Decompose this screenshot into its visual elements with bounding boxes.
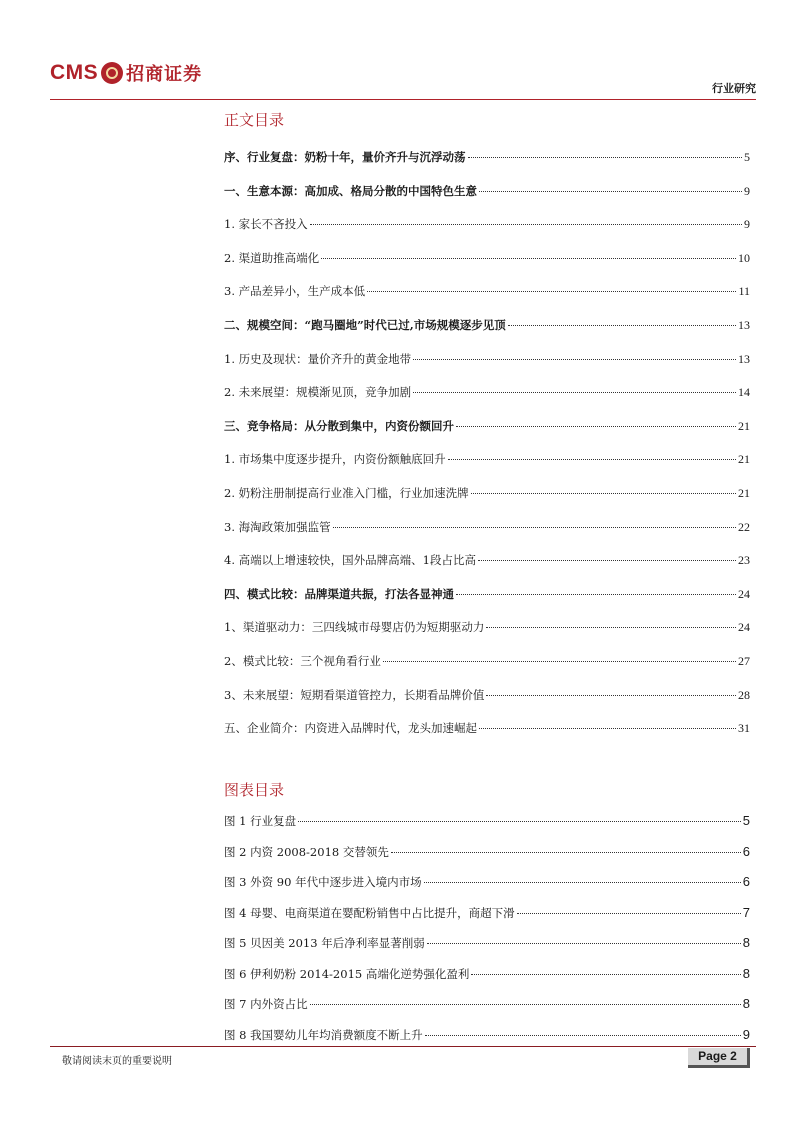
toc-entry-title: 一、生意本源：高加成、格局分散的中国特色生意 — [224, 183, 477, 198]
toc-entry[interactable] — [224, 149, 750, 165]
figure-entry-page-number: 9 — [742, 1026, 750, 1042]
toc-entry-page-number: 31 — [738, 721, 750, 736]
toc-entry-page-number: 23 — [738, 553, 750, 568]
logo-emblem-icon — [101, 62, 123, 84]
dot-leader — [479, 717, 736, 729]
disclaimer-note: 敬请阅读末页的重要说明 — [62, 1056, 172, 1067]
dot-leader — [310, 993, 741, 1005]
figure-entry-page-number: 6 — [742, 874, 750, 889]
figure-entry-title: 图 6 伊利奶粉 2014-2015 高端化逆势强化盈利 — [224, 966, 470, 981]
header-divider — [50, 99, 756, 100]
toc-entry-page-number: 9 — [744, 183, 750, 198]
dot-leader — [425, 1024, 741, 1036]
toc-entry-title: 1. 市场集中度逐步提升，内资份额触底回升 — [224, 452, 446, 467]
figure-entry-title: 图 2 内资 2008-2018 交替领先 — [224, 844, 389, 859]
toc-entry[interactable] — [224, 384, 750, 400]
toc-entry-title: 2. 未来展望：规模渐见顶，竞争加剧 — [224, 385, 412, 400]
figure-entry-page-number: 7 — [742, 904, 750, 920]
figure-entry-page-number: 5 — [742, 813, 750, 828]
toc-entry[interactable] — [224, 485, 750, 501]
toc-entry-page-number: 11 — [738, 284, 750, 299]
toc-entry-page-number: 28 — [738, 687, 750, 702]
logo-text: CMS — [50, 61, 99, 84]
toc-entry-title: 1、渠道驱动力：三四线城市母婴店仍为短期驱动力 — [224, 620, 485, 635]
toc-entry-page-number: 24 — [738, 620, 750, 635]
toc-entry[interactable] — [224, 451, 750, 467]
toc-entry[interactable] — [224, 619, 750, 635]
figure-entry-title: 图 3 外资 90 年代中逐步进入境内市场 — [224, 875, 422, 889]
dot-leader — [517, 902, 741, 914]
figure-entry-title: 图 5 贝因美 2013 年后净利率显著削弱 — [224, 936, 425, 950]
footer-divider — [50, 1046, 756, 1047]
toc-entry-title: 二、规模空间：“跑马圈地”时代已过,市场规模逐步见顶 — [224, 318, 506, 332]
dot-leader — [298, 810, 741, 822]
toc-entry-page-number: 13 — [738, 318, 750, 332]
figure-entry[interactable] — [224, 874, 750, 890]
dot-leader — [478, 549, 736, 561]
toc-entry-page-number: 13 — [738, 351, 750, 366]
dot-leader — [333, 516, 736, 528]
dot-leader — [427, 932, 741, 944]
dot-leader — [456, 583, 736, 595]
toc-entry[interactable] — [224, 519, 750, 535]
figure-entry-title: 图 8 我国婴幼儿年均消费额度不断上升 — [224, 1027, 423, 1042]
toc-entry[interactable] — [224, 552, 750, 568]
toc-entry-title: 4. 高端以上增速较快，国外品牌高端、1段占比高 — [224, 553, 476, 568]
toc-entry[interactable] — [224, 250, 750, 266]
toc-entry[interactable] — [224, 351, 750, 367]
toc-entry-title: 1. 家长不吝投入 — [224, 217, 308, 232]
page-number: Page 2 — [688, 1048, 750, 1068]
toc-entry[interactable] — [224, 653, 750, 669]
report-type-label: 行业研究 — [712, 82, 756, 95]
toc-entry[interactable] — [224, 720, 750, 736]
dot-leader — [486, 684, 736, 696]
dot-leader — [413, 381, 736, 393]
figure-entry[interactable] — [224, 844, 750, 860]
toc-entry-title: 2. 渠道助推高端化 — [224, 250, 320, 265]
figures-title: 图表目录 — [224, 781, 285, 799]
toc-entry-title: 2. 奶粉注册制提高行业准入门槛，行业加速洗牌 — [224, 486, 469, 500]
figure-entry[interactable] — [224, 1027, 750, 1043]
toc-entry-page-number: 24 — [738, 586, 750, 601]
figure-entry[interactable] — [224, 966, 750, 982]
dot-leader — [310, 213, 742, 225]
toc-entry-title: 序、行业复盘：奶粉十年，量价齐升与沉浮动荡 — [224, 150, 466, 164]
toc-entry[interactable] — [224, 216, 750, 232]
figure-entry[interactable] — [224, 996, 750, 1012]
toc-title: 正文目录 — [224, 111, 285, 129]
toc-entry-title: 四、模式比较：品牌渠道共振，打法各显神通 — [224, 586, 454, 601]
cms-logo — [50, 58, 202, 88]
figure-entry-title: 图 1 行业复盘 — [224, 814, 297, 828]
toc-entry-title: 三、竞争格局：从分散到集中，内资份额回升 — [224, 418, 454, 433]
toc-entry[interactable] — [224, 317, 750, 333]
page-header — [50, 58, 756, 100]
dot-leader — [456, 415, 736, 427]
toc-entry-title: 3. 海淘政策加强监管 — [224, 519, 331, 534]
figure-entry[interactable] — [224, 935, 750, 951]
toc-entry-page-number: 21 — [738, 452, 750, 467]
toc-entry[interactable] — [224, 283, 750, 299]
toc-entry-page-number: 22 — [738, 519, 750, 534]
toc-entry-page-number: 27 — [738, 654, 750, 668]
figure-entry-page-number: 8 — [742, 935, 750, 950]
figure-entry[interactable] — [224, 905, 750, 921]
dot-leader — [486, 616, 736, 628]
dot-leader — [391, 841, 741, 853]
toc-entry-page-number: 5 — [744, 150, 750, 164]
toc-entry-title: 2、模式比较：三个视角看行业 — [224, 654, 381, 668]
toc-entry-page-number: 10 — [738, 250, 750, 265]
dot-leader — [367, 280, 736, 292]
toc-entry-page-number: 21 — [738, 418, 750, 433]
dot-leader — [321, 247, 736, 259]
figure-entry-page-number: 6 — [742, 843, 750, 859]
dot-leader — [448, 448, 736, 460]
toc-entry[interactable] — [224, 687, 750, 703]
toc-entry[interactable] — [224, 183, 750, 199]
figure-entry[interactable] — [224, 813, 750, 829]
logo-chinese-name: 招商证券 — [126, 64, 203, 85]
dot-leader — [471, 963, 740, 975]
dot-leader — [468, 146, 743, 158]
toc-entry-page-number: 14 — [738, 385, 750, 400]
toc-entry-title: 五、企业简介：内资进入品牌时代，龙头加速崛起 — [224, 721, 477, 736]
dot-leader — [413, 348, 736, 360]
toc-entry-title: 3. 产品差异小，生产成本低 — [224, 284, 366, 299]
figure-entry-page-number: 8 — [742, 965, 750, 981]
toc-entry[interactable] — [224, 418, 750, 434]
toc-entry[interactable] — [224, 586, 750, 602]
toc-entry-title: 3、未来展望：短期看渠道管控力，长期看品牌价值 — [224, 687, 485, 702]
dot-leader — [508, 314, 736, 326]
figure-entry-title: 图 7 内外资占比 — [224, 997, 308, 1011]
figure-entry-page-number: 8 — [742, 996, 750, 1011]
dot-leader — [471, 482, 736, 494]
dot-leader — [383, 650, 736, 662]
figure-entry-title: 图 4 母婴、电商渠道在婴配粉销售中占比提升，商超下滑 — [224, 905, 515, 920]
toc-entry-title: 1. 历史及现状：量价齐升的黄金地带 — [224, 351, 412, 366]
toc-entry-page-number: 9 — [744, 217, 750, 232]
dot-leader — [424, 871, 741, 883]
dot-leader — [479, 180, 742, 192]
toc-entry-page-number: 21 — [738, 486, 750, 500]
